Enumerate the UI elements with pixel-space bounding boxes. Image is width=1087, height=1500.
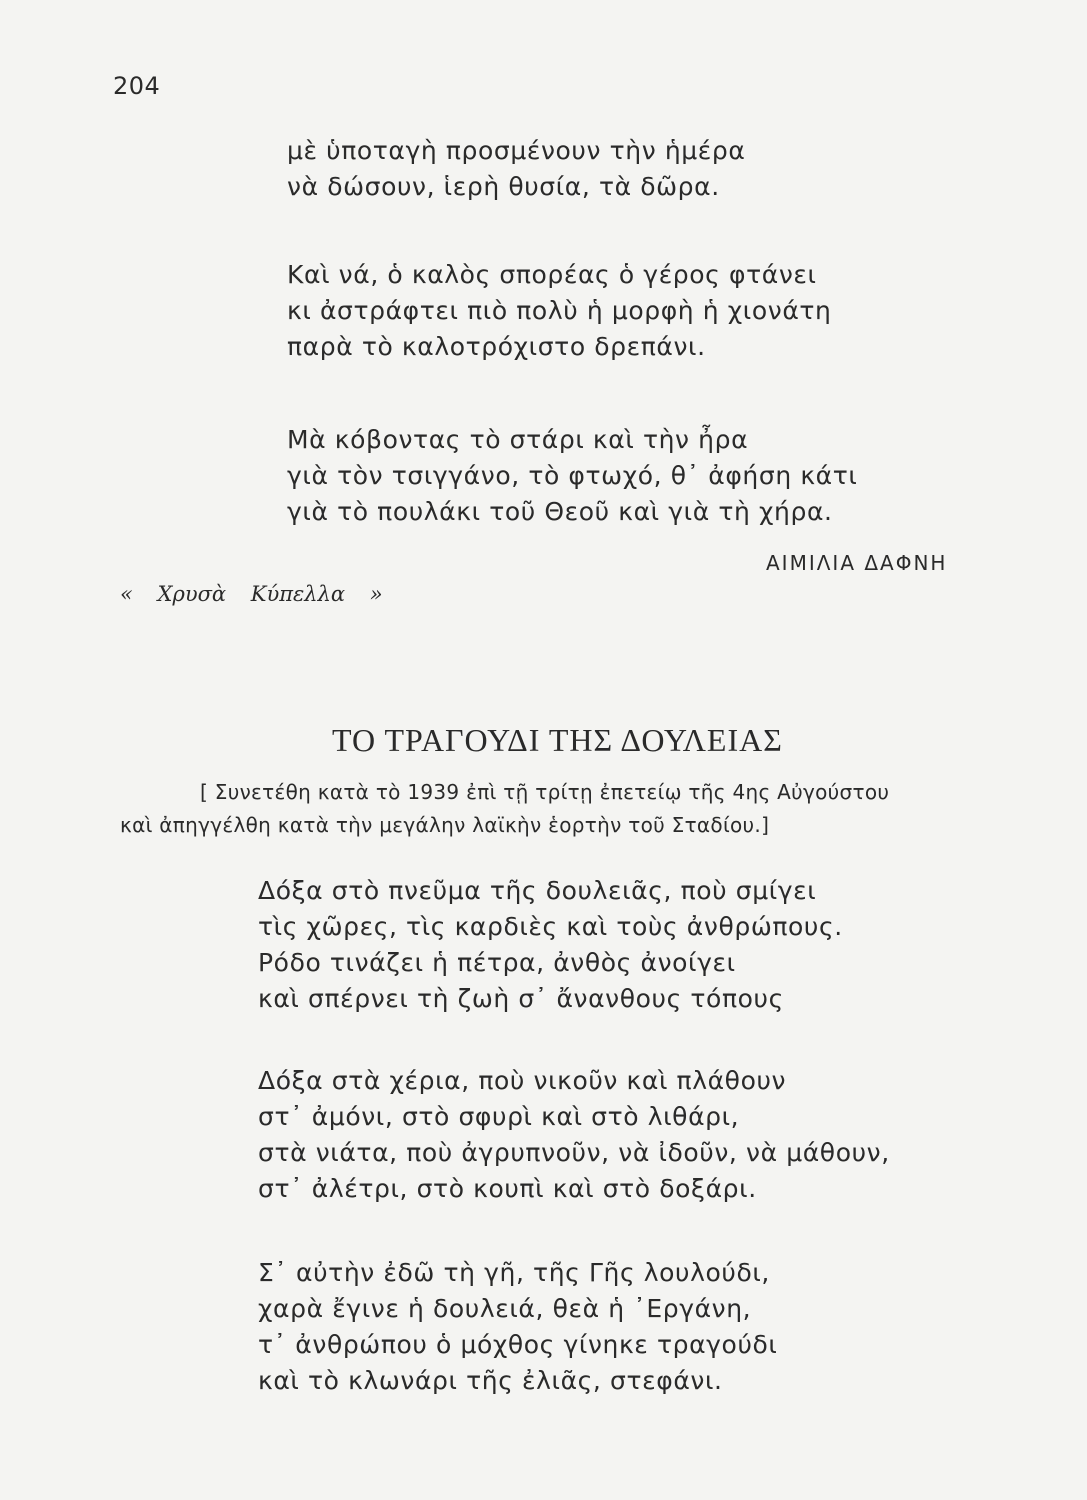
verse-line: τ᾽ ἀνθρώπου ὁ μόχθος γίνηκε τραγούδι <box>258 1330 778 1359</box>
poem2-stanza-2 <box>258 1063 890 1207</box>
verse-line: καὶ σπέρνει τὴ ζωὴ σ᾽ ἄνανθους τόπους <box>258 984 784 1013</box>
poem1-stanza-3 <box>287 422 857 530</box>
poem-source: « Χρυσὰ Κύπελλα » <box>120 582 383 606</box>
verse-line: γιὰ τὸν τσιγγάνο, τὸ φτωχό, θ᾽ ἀφήση κάτι <box>287 461 858 490</box>
verse-line: στὰ νιάτα, ποὺ ἀγρυπνοῦν, νὰ ἰδοῦν, νὰ μάθουν, <box>258 1138 890 1167</box>
verse-line: Δόξα στὸ πνεῦμα τῆς δουλειᾶς, ποὺ σμίγει <box>258 876 817 905</box>
composition-note <box>120 776 889 842</box>
verse-line: Ρόδο τινάζει ἡ πέτρα, ἀνθὸς ἀνοίγει <box>258 948 736 977</box>
verse-line: κι ἀστράφτει πιὸ πολὺ ἡ μορφὴ ἡ χιονάτη <box>287 296 832 325</box>
verse-line: παρὰ τὸ καλοτρόχιστο δρεπάνι. <box>287 332 706 361</box>
poem-author: ΑΙΜΙΛΙΑ ΔΑΦΝΗ <box>766 551 948 575</box>
verse-line: Καὶ νά, ὁ καλὸς σπορέας ὁ γέρος φτάνει <box>287 260 817 289</box>
verse-line: στ᾽ ἀμόνι, στὸ σφυρὶ καὶ στὸ λιθάρι, <box>258 1102 740 1131</box>
verse-line: νὰ δώσουν, ἱερὴ θυσία, τὰ δῶρα. <box>287 172 720 201</box>
poem2-stanza-1 <box>258 873 843 1017</box>
verse-line: Σ᾽ αὐτὴν ἐδῶ τὴ γῆ, τῆς Γῆς λουλούδι, <box>258 1258 770 1287</box>
page-number: 204 <box>113 72 161 100</box>
verse-line: καὶ τὸ κλωνάρι τῆς ἐλιᾶς, στεφάνι. <box>258 1366 723 1395</box>
verse-line: στ᾽ ἀλέτρι, στὸ κουπὶ καὶ στὸ δοξάρι. <box>258 1174 757 1203</box>
verse-line: μὲ ὑποταγὴ προσμένουν τὴν ἡμέρα <box>287 136 746 165</box>
note-line: [ Συνετέθη κατὰ τὸ 1939 ἐπὶ τῇ τρίτῃ ἐπετείῳ τῆς 4ης Αὐγούστου <box>200 780 890 804</box>
verse-line: χαρὰ ἔγινε ἡ δουλειά, θεὰ ἡ ᾿Εργάνη, <box>258 1294 752 1323</box>
poem1-stanza-2 <box>287 257 832 365</box>
verse-line: γιὰ τὸ πουλάκι τοῦ Θεοῦ καὶ γιὰ τὴ χήρα. <box>287 497 833 526</box>
verse-line: Μὰ κόβοντας τὸ στάρι καὶ τὴν ἦρα <box>287 425 749 454</box>
song-title: ΤΟ ΤΡΑΓΟΥΔΙ ΤΗΣ ΔΟΥΛΕΙΑΣ <box>332 722 783 758</box>
verse-line: Δόξα στὰ χέρια, ποὺ νικοῦν καὶ πλάθουν <box>258 1066 787 1095</box>
note-line: καὶ ἀπηγγέλθη κατὰ τὴν μεγάλην λαϊκὴν ἑορτὴν τοῦ Σταδίου.] <box>120 813 770 837</box>
verse-line: τὶς χῶρες, τὶς καρδιὲς καὶ τοὺς ἀνθρώπους. <box>258 912 843 941</box>
poem2-stanza-3 <box>258 1255 777 1399</box>
poem1-stanza-1 <box>287 133 745 205</box>
